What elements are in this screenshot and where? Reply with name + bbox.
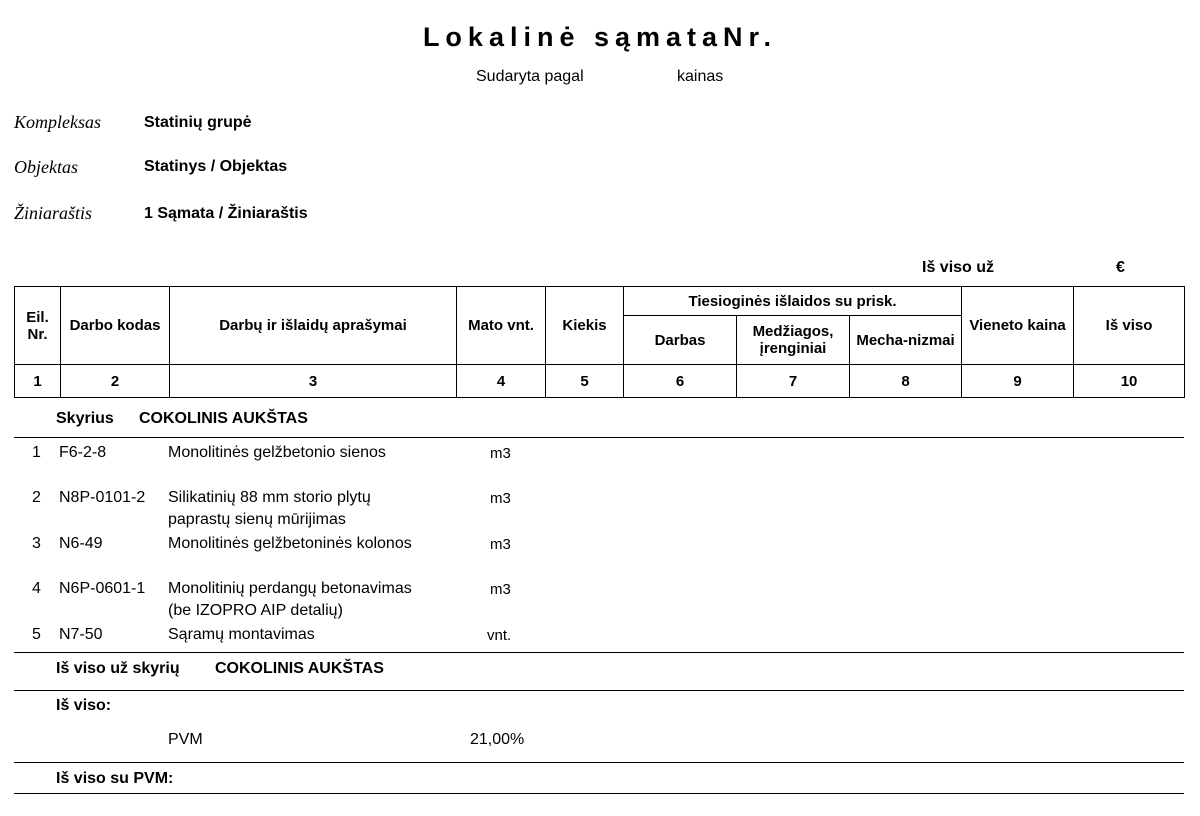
col-number-7: 7 xyxy=(737,365,850,398)
col-number-2: 2 xyxy=(61,365,170,398)
section-name: COKOLINIS AUKŠTAS xyxy=(139,410,308,427)
total-currency: € xyxy=(1116,259,1125,276)
item-nr: 4 xyxy=(32,580,41,597)
vat-label: PVM xyxy=(168,731,203,748)
col-header-qty: Kiekis xyxy=(546,287,624,365)
item-code: N7-50 xyxy=(59,626,103,643)
estimate-table-header xyxy=(14,286,1185,398)
item-desc: Monolitinės gelžbetoninės kolonos xyxy=(168,535,412,552)
col-number-1: 1 xyxy=(15,365,61,398)
item-nr: 3 xyxy=(32,535,41,552)
col-header-code: Darbo kodas xyxy=(61,287,170,365)
item-unit: m3 xyxy=(490,490,511,507)
section-prefix: Skyrius xyxy=(56,410,114,427)
item-nr: 5 xyxy=(32,626,41,643)
item-unit: m3 xyxy=(490,445,511,462)
divider xyxy=(14,690,1184,691)
meta-value-objektas: Statinys / Objektas xyxy=(144,158,288,175)
item-code: F6-2-8 xyxy=(59,444,107,461)
col-header-desc: Darbų ir išlaidų aprašymai xyxy=(170,287,457,365)
col-header-direct-costs: Tiesioginės išlaidos su prisk. xyxy=(624,287,962,316)
item-unit: vnt. xyxy=(487,627,512,644)
item-unit: m3 xyxy=(490,536,511,553)
meta-label-ziniarastis: Žiniaraštis xyxy=(14,203,93,223)
item-code: N6-49 xyxy=(59,535,103,552)
item-code: N8P-0101-2 xyxy=(59,489,146,506)
total-with-vat-label: Iš viso su PVM: xyxy=(56,770,174,787)
item-desc: Silikatinių 88 mm storio plytų xyxy=(168,489,371,506)
item-desc-line2: (be IZOPRO AIP detalių) xyxy=(168,602,343,619)
col-number-9: 9 xyxy=(962,365,1074,398)
col-header-mechanisms: Mecha-nizmai xyxy=(850,316,962,365)
item-desc: Monolitinių perdangų betonavimas xyxy=(168,580,412,597)
item-desc: Sąramų montavimas xyxy=(168,626,315,643)
section-subtotal-name: COKOLINIS AUKŠTAS xyxy=(215,660,384,677)
col-header-nr: Eil. Nr. xyxy=(15,287,61,365)
meta-value-ziniarastis: 1 Sąmata / Žiniaraštis xyxy=(144,205,308,222)
total-label: Iš viso: xyxy=(56,697,112,714)
divider xyxy=(14,793,1184,794)
col-header-unit-price: Vieneto kaina xyxy=(962,287,1074,365)
vat-rate: 21,00% xyxy=(470,731,525,748)
col-header-labor: Darbas xyxy=(624,316,737,365)
divider xyxy=(14,652,1184,653)
col-number-5: 5 xyxy=(546,365,624,398)
divider xyxy=(14,437,1184,438)
col-number-8: 8 xyxy=(850,365,962,398)
col-header-unit: Mato vnt. xyxy=(457,287,546,365)
meta-label-kompleksas: Kompleksas xyxy=(14,112,101,132)
meta-label-objektas: Objektas xyxy=(14,157,78,177)
subtitle-left: Sudaryta pagal xyxy=(476,68,584,85)
subtitle-right: kainas xyxy=(677,68,724,85)
col-number-10: 10 xyxy=(1074,365,1185,398)
item-nr: 2 xyxy=(32,489,41,506)
meta-value-kompleksas: Statinių grupė xyxy=(144,114,252,131)
section-subtotal-label: Iš viso už skyrių xyxy=(56,660,180,677)
item-desc-line2: paprastų sienų mūrijimas xyxy=(168,511,346,528)
col-header-materials: Medžiagos, įrenginiai xyxy=(737,316,850,365)
col-header-total: Iš viso xyxy=(1074,287,1185,365)
col-number-6: 6 xyxy=(624,365,737,398)
col-number-3: 3 xyxy=(170,365,457,398)
total-label: Iš viso už xyxy=(922,259,995,276)
col-number-4: 4 xyxy=(457,365,546,398)
item-desc: Monolitinės gelžbetonio sienos xyxy=(168,444,386,461)
document-title: Lokalinė sąmataNr. xyxy=(422,22,778,52)
divider xyxy=(14,762,1184,763)
item-nr: 1 xyxy=(32,444,41,461)
item-code: N6P-0601-1 xyxy=(59,580,146,597)
item-unit: m3 xyxy=(490,581,511,598)
